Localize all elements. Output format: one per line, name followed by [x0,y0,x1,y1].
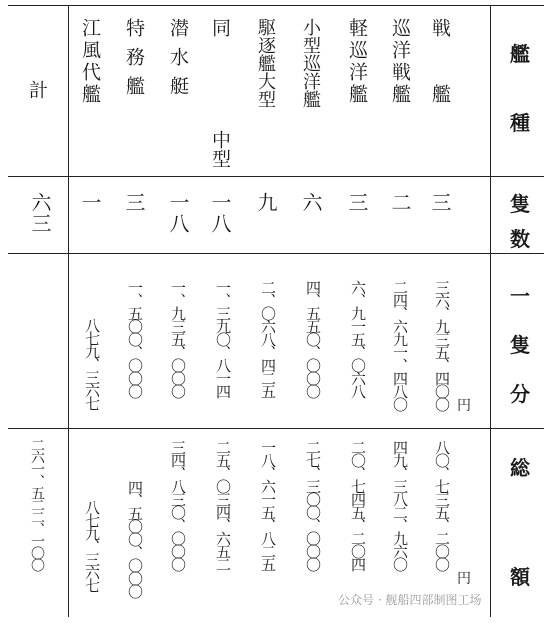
row-total-submarine: 三四、八三〇、〇〇〇 [169,440,187,570]
row-unit-large-destroyer: 二、〇六八、四二五 [259,280,277,397]
row-total-kawakaze-replacement: 八七九、三六七 [83,500,101,591]
header-unit-cost-char-3: 分 [510,382,530,406]
header-unit-cost-char-1: 一 [510,284,530,308]
header-count-char-1: 隻 [510,192,530,216]
row-count-small-cruiser: 六 [299,192,323,213]
row-name-special-service: 特務艦 [123,18,145,105]
row-unit-battlecruiser: 二四、六九一、四八〇 [391,280,409,410]
row-count-medium-destroyer: 一八 [208,192,232,234]
row-divider-total [8,428,544,429]
row-count-battlecruiser: 二 [388,192,412,213]
row-count-kawakaze-replacement: 一 [78,192,102,213]
header-count-char-2: 数 [510,227,530,251]
row-divider-unit [8,253,544,254]
header-unit-cost [498,280,542,407]
row-unit-kawakaze-replacement: 八七九、三六七 [83,318,101,409]
row-unit-medium-destroyer: 一、三九〇、八一四 [214,280,232,397]
row-total-small-cruiser: 二七、三〇〇、〇〇〇 [304,440,322,570]
row-count-large-destroyer: 九 [254,192,278,213]
row-total-battleship: 八〇、七三五、二〇〇 [433,440,451,570]
header-column-border [490,5,491,617]
row-unit-small-cruiser: 四、五五〇、〇〇〇 [304,280,322,397]
summary-count: 六三 [28,192,52,234]
row-name-kawakaze-replacement: 江風代艦 [79,18,101,106]
row-name-small-cruiser: 小型巡洋艦 [300,18,321,108]
row-name-battlecruiser: 巡洋戦艦 [389,18,411,106]
row-total-light-cruiser: 二〇、七四五、二〇四 [349,440,367,570]
row-total-special-service: 四、五〇〇、〇〇〇 [126,480,144,597]
row-name-medium-type: 中型 [209,130,231,168]
summary-total: 二六一、五二二、一〇〇 [29,438,45,570]
row-total-medium-destroyer: 二五、〇三四、六五二 [214,440,232,570]
row-count-battleship: 三 [428,192,452,213]
row-name-ditto: 同 [209,18,231,37]
row-unit-submarine: 一、九三五、〇〇〇 [169,280,187,397]
row-count-special-service: 三 [122,192,146,213]
yen-total-label: 円 [457,571,471,587]
row-count-light-cruiser: 三 [345,192,369,213]
row-name-light-cruiser: 軽巡洋艦 [346,18,368,106]
row-unit-battleship: 三六、九三五、四〇〇 [433,280,451,410]
row-name-large-destroyer: 駆逐艦大型 [255,18,276,108]
header-total-char-2: 額 [510,565,530,589]
row-name-medium-destroyer [210,18,229,168]
table-top-border [8,5,544,6]
header-ship-type-char-1: 艦 [510,42,530,66]
header-unit-cost-char-2: 隻 [510,333,530,357]
header-total [498,452,542,590]
row-total-large-destroyer: 一八、六一五、八二五 [259,440,277,570]
summary-label: 計 [26,80,48,102]
header-ship-type-char-2: 種 [510,111,530,135]
summary-column-border [68,5,69,617]
row-divider-count [8,176,544,177]
row-name-battleship: 戦 艦 [429,18,451,106]
row-unit-light-cruiser: 六、九一五、〇六八 [349,280,367,397]
yen-unit-label: 円 [457,398,471,414]
row-unit-special-service: 一、五〇〇、〇〇〇 [126,280,144,397]
row-total-battlecruiser: 四九、三八二、九六〇 [391,440,409,570]
header-count [498,188,542,252]
row-count-submarine: 一八 [166,192,190,234]
header-total-char-1: 総 [510,456,530,480]
header-ship-type [498,38,542,136]
watermark-text: 公众号 · 舰船四部制图工场 [338,593,482,607]
row-name-submarine: 潜水艇 [167,18,189,105]
